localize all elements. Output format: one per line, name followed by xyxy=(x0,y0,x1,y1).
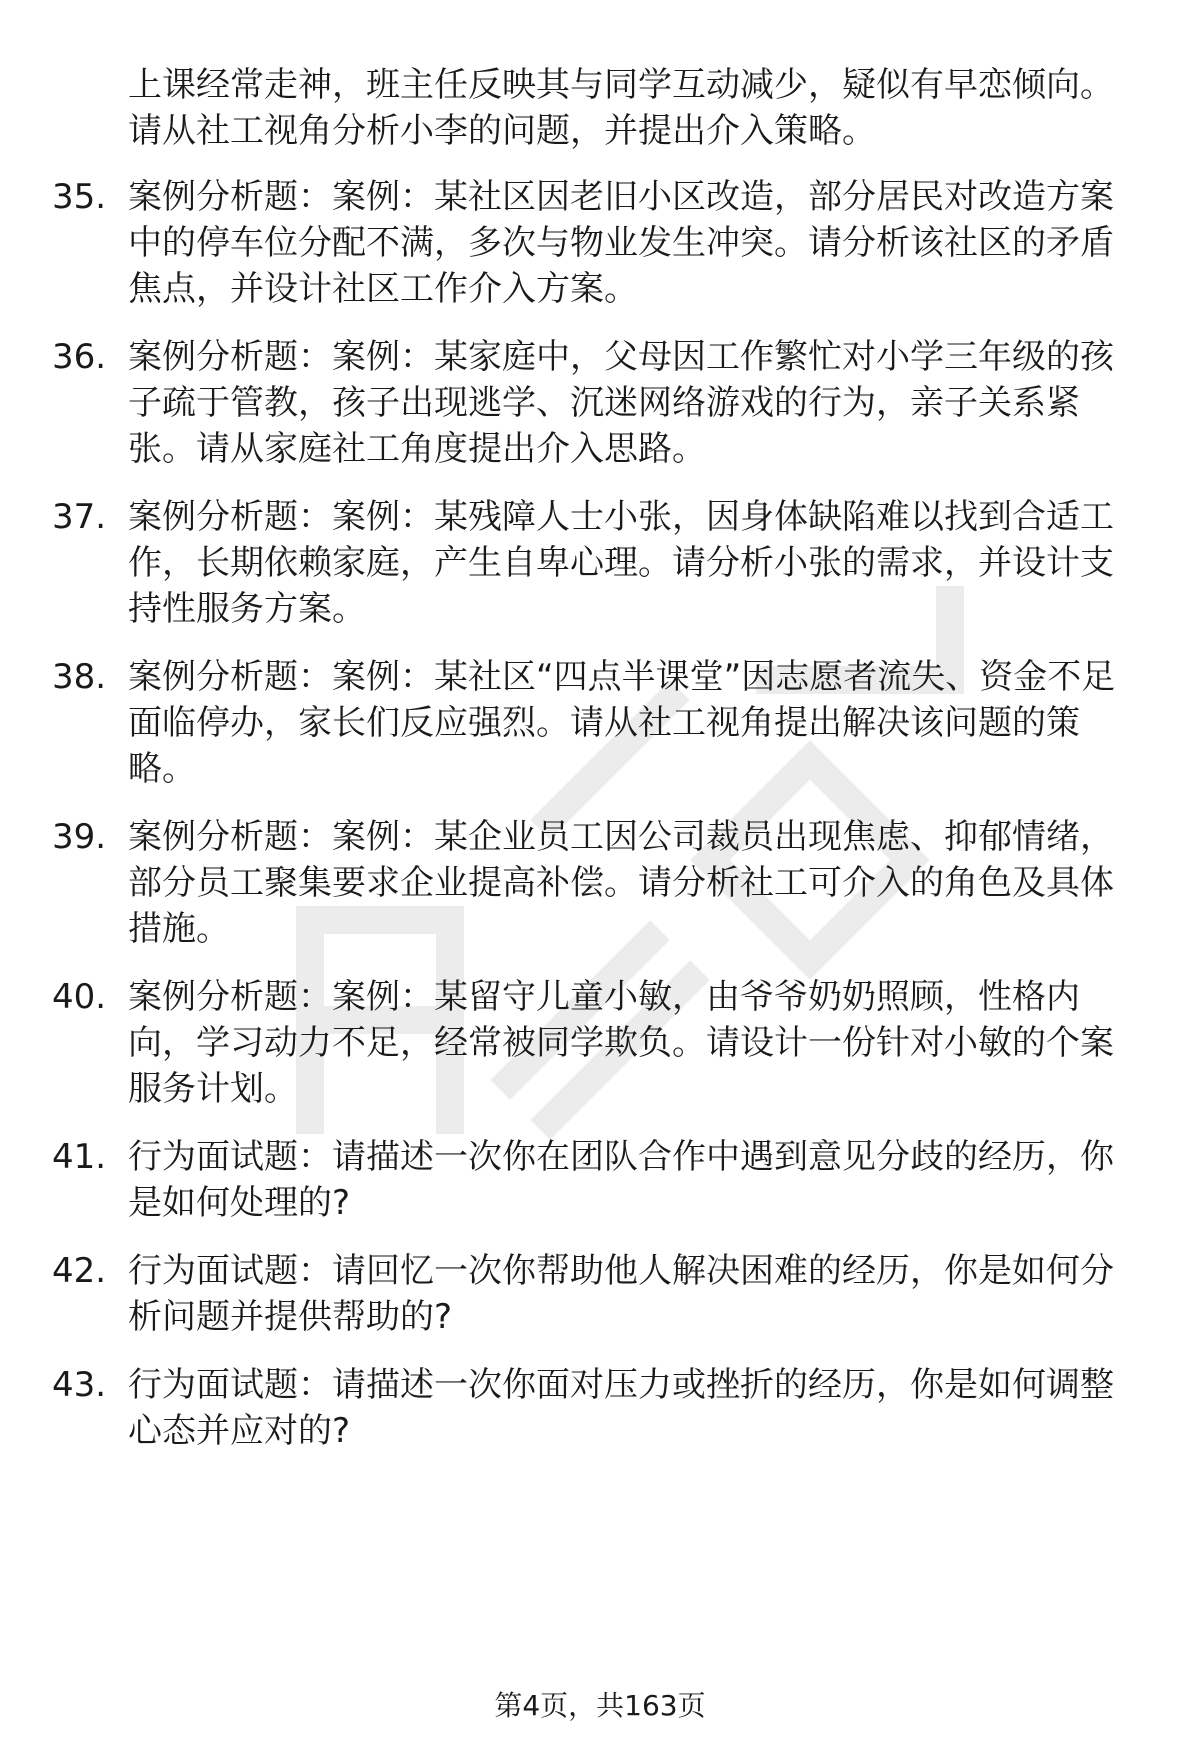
question-number: 38. xyxy=(52,657,107,697)
question-item xyxy=(52,974,1138,1112)
question-number: 41. xyxy=(52,1137,107,1177)
question-text: 案例分析题：案例：某社区“四点半课堂”因志愿者流失、资金不足面临停办，家长们反应强烈。请从社工视角提出解决该问题的策略。 xyxy=(128,657,1116,789)
question-item xyxy=(52,1248,1138,1340)
question-item xyxy=(52,814,1138,952)
question-number: 35. xyxy=(52,177,107,217)
question-item xyxy=(52,334,1138,472)
question-text: 行为面试题：请描述一次你面对压力或挫折的经历，你是如何调整心态并应对的? xyxy=(128,1365,1114,1451)
question-number: 42. xyxy=(52,1251,107,1291)
question-item xyxy=(52,1134,1138,1226)
question-text: 案例分析题：案例：某家庭中，父母因工作繁忙对小学三年级的孩子疏于管教，孩子出现逃学、沉迷网络游戏的行为，亲子关系紧张。请从家庭社工角度提出介入思路。 xyxy=(128,337,1114,469)
question-item xyxy=(52,174,1138,312)
question-number: 40. xyxy=(52,977,107,1017)
question-number: 37. xyxy=(52,497,107,537)
question-item xyxy=(52,1362,1138,1454)
question-text: 案例分析题：案例：某残障人士小张，因身体缺陷难以找到合适工作，长期依赖家庭，产生自卑心理。请分析小张的需求，并设计支持性服务方案。 xyxy=(128,497,1114,629)
continued-question-text: 上课经常走神，班主任反映其与同学互动减少，疑似有早恋倾向。请从社工视角分析小李的问题，并提出介入策略。 xyxy=(128,65,1114,151)
question-number: 36. xyxy=(52,337,107,377)
question-item xyxy=(52,654,1138,792)
question-text: 案例分析题：案例：某社区因老旧小区改造，部分居民对改造方案中的停车位分配不满，多次与物业发生冲突。请分析该社区的矛盾焦点，并设计社区工作介入方案。 xyxy=(128,177,1114,309)
question-number: 39. xyxy=(52,817,107,857)
question-text: 行为面试题：请描述一次你在团队合作中遇到意见分歧的经历，你是如何处理的? xyxy=(128,1137,1114,1223)
question-text: 案例分析题：案例：某企业员工因公司裁员出现焦虑、抑郁情绪，部分员工聚集要求企业提高补偿。请分析社工可介入的角色及具体措施。 xyxy=(128,817,1114,949)
question-number: 43. xyxy=(52,1365,107,1405)
question-text: 行为面试题：请回忆一次你帮助他人解决困难的经历，你是如何分析问题并提供帮助的? xyxy=(128,1251,1114,1337)
page-footer: 第4页，共163页 xyxy=(494,1689,706,1722)
question-text: 案例分析题：案例：某留守儿童小敏，由爷爷奶奶照顾，性格内向，学习动力不足，经常被同学欺负。请设计一份针对小敏的个案服务计划。 xyxy=(128,977,1114,1109)
question-item xyxy=(52,494,1138,632)
